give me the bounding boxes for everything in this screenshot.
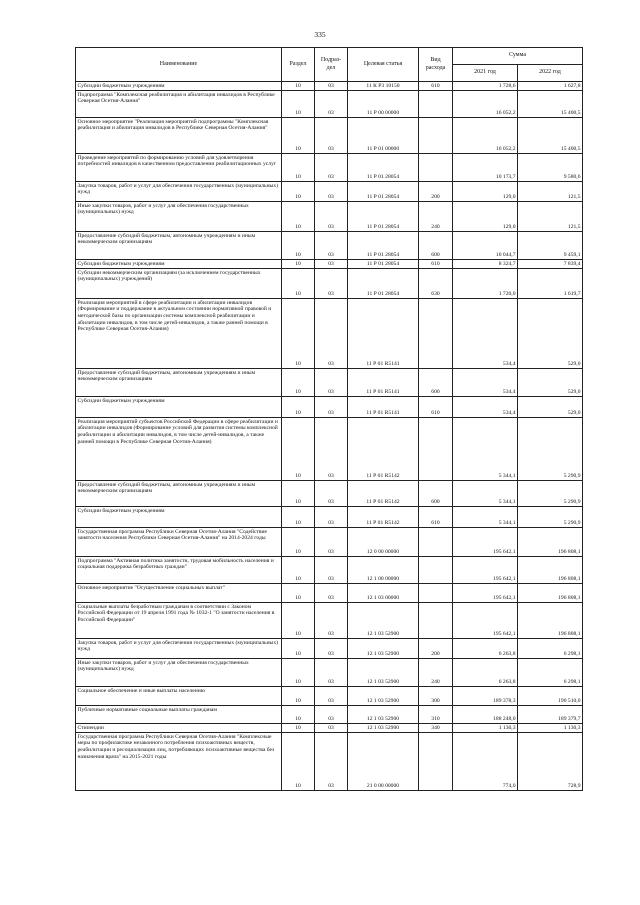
row-sum-2022: 15 400,5 (518, 91, 583, 118)
row-expense-type: 200 (419, 639, 453, 659)
row-sum-2021: 195 642,1 (453, 528, 518, 557)
row-expense-type (419, 603, 453, 639)
row-name: Основное мероприятие "Реализация мероприятий подпрограммы "Комплексная реабилитация и абилитация инвалидов в Республике Северная Осетия-Алания" (76, 118, 282, 154)
row-name: Закупка товаров, работ и услуг для обеспечения государственных (муниципальных) нужд (76, 182, 282, 202)
row-section: 10 (282, 639, 315, 659)
row-section: 10 (282, 418, 315, 481)
row-expense-type: 310 (419, 706, 453, 724)
row-subsection: 03 (315, 724, 348, 733)
row-target-article: 12 1 00 00000 (348, 557, 419, 584)
row-section: 10 (282, 369, 315, 397)
row-sum-2022: 121,5 (518, 182, 583, 202)
row-subsection: 03 (315, 418, 348, 481)
row-sum-2022: 196 808,1 (518, 528, 583, 557)
row-name: Иные закупки товаров, работ и услуг для обеспечения государственных (муниципальных) нужд (76, 202, 282, 232)
row-subsection: 03 (315, 269, 348, 299)
row-target-article: 12 1 03 52900 (348, 706, 419, 724)
row-subsection: 03 (315, 397, 348, 418)
row-expense-type: 610 (419, 397, 453, 418)
row-subsection: 03 (315, 584, 348, 603)
row-sum-2021: 189 378,3 (453, 687, 518, 706)
row-sum-2022: 121,5 (518, 202, 583, 232)
row-name: Государственная программа Республики Северная Осетия-Алания "Содействие занятости населения Республики Северная Осетия-Алания" на 2014-2024 годы (76, 528, 282, 557)
row-expense-type: 630 (419, 269, 453, 299)
table-row (76, 706, 583, 724)
row-target-article: 21 0 00 00000 (348, 733, 419, 791)
row-subsection: 03 (315, 299, 348, 369)
row-target-article: 11 Р 01 R5142 (348, 418, 419, 481)
row-target-article: 12 1 03 52900 (348, 639, 419, 659)
row-expense-type: 240 (419, 659, 453, 687)
table-row (76, 269, 583, 299)
table-row (76, 232, 583, 260)
row-sum-2021: 534,4 (453, 397, 518, 418)
row-sum-2021: 188 248,0 (453, 706, 518, 724)
row-target-article: 11 Р 01 28054 (348, 154, 419, 182)
table-row (76, 154, 583, 182)
table-row (76, 418, 583, 481)
row-sum-2022: 5 290,9 (518, 507, 583, 528)
row-target-article: 12 1 03 52900 (348, 687, 419, 706)
row-section: 10 (282, 603, 315, 639)
row-name: Иные закупки товаров, работ и услуг для обеспечения государственных (муниципальных) нужд (76, 659, 282, 687)
row-sum-2021: 195 642,1 (453, 557, 518, 584)
row-sum-2022: 196 808,1 (518, 557, 583, 584)
row-target-article: 11 Р 01 R5141 (348, 299, 419, 369)
row-expense-type (419, 528, 453, 557)
row-section: 10 (282, 82, 315, 91)
row-expense-type (419, 299, 453, 369)
row-sum-2021: 6 263,8 (453, 639, 518, 659)
row-target-article: 12 1 03 52900 (348, 724, 419, 733)
table-row (76, 557, 583, 584)
row-name: Субсидии бюджетным учреждениям (76, 507, 282, 528)
row-name: Реализация мероприятий в сфере реабилитации и абилитации инвалидов (Формирование и поддержание в актуальном состоянии нормативной правовой и методической базы по организации системы комплексной реабилитации и абилитации инвалидов, в том числе детей-инвалидов, а также ранней помощи в Республике Северная Осетия-Алания) (76, 299, 282, 369)
row-sum-2021: 195 642,1 (453, 584, 518, 603)
row-sum-2021: 8 324,7 (453, 260, 518, 269)
table-row (76, 584, 583, 603)
row-expense-type (419, 733, 453, 791)
table-row (76, 733, 583, 791)
row-target-article: 11 Р 01 R5141 (348, 397, 419, 418)
row-sum-2021: 5 344,1 (453, 507, 518, 528)
header-sum: Сумма (453, 48, 583, 65)
row-sum-2021: 16 052,2 (453, 118, 518, 154)
row-section: 10 (282, 91, 315, 118)
table-row (76, 202, 583, 232)
row-section: 10 (282, 659, 315, 687)
row-section: 10 (282, 118, 315, 154)
row-expense-type (419, 418, 453, 481)
row-sum-2022: 1 627,8 (518, 82, 583, 91)
row-sum-2022: 1 130,3 (518, 724, 583, 733)
row-sum-2022: 9 459,1 (518, 232, 583, 260)
row-expense-type: 240 (419, 202, 453, 232)
row-sum-2022: 196 808,1 (518, 603, 583, 639)
row-sum-2021: 774,0 (453, 733, 518, 791)
table-row (76, 299, 583, 369)
row-section: 10 (282, 397, 315, 418)
row-subsection: 03 (315, 232, 348, 260)
row-expense-type: 600 (419, 369, 453, 397)
row-target-article: 11 Р 01 28054 (348, 182, 419, 202)
header-year-2022: 2022 год (518, 65, 583, 82)
row-target-article: 12 1 03 00000 (348, 584, 419, 603)
row-sum-2022: 1 619,7 (518, 269, 583, 299)
row-subsection: 03 (315, 659, 348, 687)
row-expense-type (419, 557, 453, 584)
row-target-article: 11 Р 00 00000 (348, 91, 419, 118)
table-row (76, 182, 583, 202)
row-expense-type (419, 91, 453, 118)
row-expense-type: 300 (419, 687, 453, 706)
table-row (76, 82, 583, 91)
row-section: 10 (282, 507, 315, 528)
row-target-article: 11 Р 01 28054 (348, 232, 419, 260)
row-sum-2022: 196 808,1 (518, 584, 583, 603)
row-subsection: 03 (315, 481, 348, 507)
row-sum-2021: 1 720,0 (453, 269, 518, 299)
header-year-2021: 2021 год (453, 65, 518, 82)
row-target-article: 11 Р 01 R5141 (348, 369, 419, 397)
row-name: Субсидии бюджетным учреждениям (76, 82, 282, 91)
row-sum-2021: 534,4 (453, 369, 518, 397)
row-section: 10 (282, 733, 315, 791)
row-expense-type: 340 (419, 724, 453, 733)
row-name: Субсидии бюджетным учреждениям (76, 260, 282, 269)
row-subsection: 03 (315, 687, 348, 706)
row-sum-2022: 190 510,0 (518, 687, 583, 706)
table-row (76, 659, 583, 687)
row-target-article: 11 Р 01 R5142 (348, 481, 419, 507)
row-target-article: 11 Р 01 28054 (348, 202, 419, 232)
row-sum-2021: 6 263,8 (453, 659, 518, 687)
table-row (76, 260, 583, 269)
row-sum-2021: 195 642,1 (453, 603, 518, 639)
row-subsection: 03 (315, 154, 348, 182)
row-name: Стипендии (76, 724, 282, 733)
row-section: 10 (282, 724, 315, 733)
table-row (76, 118, 583, 154)
row-expense-type: 600 (419, 232, 453, 260)
row-name: Предоставление субсидий бюджетным, автономным учреждениям и иным некоммерческим организациям (76, 481, 282, 507)
row-expense-type: 610 (419, 507, 453, 528)
row-sum-2021: 129,0 (453, 182, 518, 202)
row-sum-2021: 10 173,7 (453, 154, 518, 182)
row-sum-2021: 5 344,1 (453, 481, 518, 507)
row-target-article: 12 1 03 52900 (348, 659, 419, 687)
table-row (76, 369, 583, 397)
row-name: Государственная программа Республики Северная Осетия-Алания "Комплексные меры по профилактике незаконного потребления психоактивных веществ, реабилитации и ресоциализации лиц, потребляющих психоактивные вещества без назначения врача" на 2015-2021 годы (76, 733, 282, 791)
row-subsection: 03 (315, 507, 348, 528)
row-sum-2022: 5 290,9 (518, 418, 583, 481)
row-subsection: 03 (315, 202, 348, 232)
row-subsection: 03 (315, 82, 348, 91)
row-expense-type: 610 (419, 82, 453, 91)
row-sum-2022: 15 400,5 (518, 118, 583, 154)
header-name: Наименование (76, 48, 282, 82)
row-section: 10 (282, 260, 315, 269)
row-subsection: 03 (315, 557, 348, 584)
row-subsection: 03 (315, 733, 348, 791)
row-name: Социальные выплаты безработным гражданам в соответствии с Законом Российской Федерации от 19 апреля 1991 года № 1032-1 "О занятости населения в Российской Федерации" (76, 603, 282, 639)
row-sum-2021: 10 044,7 (453, 232, 518, 260)
row-sum-2022: 5 290,9 (518, 481, 583, 507)
header-subsection: Подраз- дел (315, 48, 348, 82)
row-sum-2022: 529,0 (518, 299, 583, 369)
row-expense-type (419, 118, 453, 154)
row-target-article: 12 1 03 52900 (348, 603, 419, 639)
row-target-article: 11 Р 01 28054 (348, 269, 419, 299)
table-row (76, 603, 583, 639)
row-section: 10 (282, 202, 315, 232)
table-row (76, 481, 583, 507)
row-section: 10 (282, 687, 315, 706)
row-expense-type (419, 584, 453, 603)
row-name: Субсидии некоммерческим организациям (за исключением государственных (муниципальных) учреждений) (76, 269, 282, 299)
row-sum-2022: 728,9 (518, 733, 583, 791)
table-row (76, 724, 583, 733)
page-number: 335 (314, 30, 326, 39)
row-section: 10 (282, 182, 315, 202)
row-target-article: 11 К Р3 10150 (348, 82, 419, 91)
row-section: 10 (282, 299, 315, 369)
table-header (76, 48, 583, 82)
row-sum-2022: 7 839,4 (518, 260, 583, 269)
row-sum-2021: 1 728,6 (453, 82, 518, 91)
row-section: 10 (282, 584, 315, 603)
row-expense-type: 600 (419, 481, 453, 507)
table-row (76, 397, 583, 418)
row-sum-2021: 16 052,2 (453, 91, 518, 118)
row-expense-type: 610 (419, 260, 453, 269)
row-name: Проведение мероприятий по формированию условий для удовлетворения потребностей инвалидов в качественном предоставлении реабилитационных услуг (76, 154, 282, 182)
row-sum-2021: 129,0 (453, 202, 518, 232)
row-sum-2022: 6 298,1 (518, 659, 583, 687)
row-sum-2022: 529,0 (518, 369, 583, 397)
header-target-article: Целевая статья (348, 48, 419, 82)
row-name: Социальное обеспечение и иные выплаты населению (76, 687, 282, 706)
row-sum-2021: 1 130,3 (453, 724, 518, 733)
row-subsection: 03 (315, 369, 348, 397)
header-expense-type: Вид расхода (419, 48, 453, 82)
row-sum-2021: 534,4 (453, 299, 518, 369)
header-section: Раздел (282, 48, 315, 82)
row-subsection: 03 (315, 603, 348, 639)
row-sum-2022: 189 379,7 (518, 706, 583, 724)
row-name: Основное мероприятие "Осуществление социальных выплат" (76, 584, 282, 603)
row-target-article: 11 Р 01 R5142 (348, 507, 419, 528)
row-section: 10 (282, 528, 315, 557)
row-name: Подпрограмма "Активная политика занятости, трудовая мобильность населения и социальная поддержка безработных граждан" (76, 557, 282, 584)
row-subsection: 03 (315, 528, 348, 557)
table-row (76, 639, 583, 659)
row-subsection: 03 (315, 182, 348, 202)
row-subsection: 03 (315, 91, 348, 118)
row-subsection: 03 (315, 260, 348, 269)
row-target-article: 11 Р 01 00000 (348, 118, 419, 154)
row-expense-type: 200 (419, 182, 453, 202)
row-sum-2022: 9 580,6 (518, 154, 583, 182)
row-section: 10 (282, 269, 315, 299)
table-row (76, 528, 583, 557)
row-section: 10 (282, 232, 315, 260)
row-sum-2022: 6 298,1 (518, 639, 583, 659)
row-name: Субсидии бюджетным учреждениям (76, 397, 282, 418)
row-section: 10 (282, 706, 315, 724)
row-subsection: 03 (315, 706, 348, 724)
row-section: 10 (282, 154, 315, 182)
row-expense-type (419, 154, 453, 182)
row-section: 10 (282, 557, 315, 584)
row-subsection: 03 (315, 639, 348, 659)
row-target-article: 12 0 00 00000 (348, 528, 419, 557)
row-name: Публичные нормативные социальные выплаты гражданам (76, 706, 282, 724)
budget-table (75, 47, 583, 791)
row-name: Закупка товаров, работ и услуг для обеспечения государственных (муниципальных) нужд (76, 639, 282, 659)
table-row (76, 507, 583, 528)
table-row (76, 91, 583, 118)
row-name: Подпрограмма "Комплексная реабилитация и абилитация инвалидов в Республике Северная Осетия-Алания" (76, 91, 282, 118)
row-subsection: 03 (315, 118, 348, 154)
row-name: Предоставление субсидий бюджетным, автономным учреждениям и иным некоммерческим организациям (76, 369, 282, 397)
row-sum-2022: 529,0 (518, 397, 583, 418)
table-body (76, 82, 583, 791)
row-section: 10 (282, 481, 315, 507)
row-name: Реализация мероприятий субъектов Российской Федерации в сфере реабилитации и абилитации инвалидов (Формирование условий для развития системы комплексной реабилитации и абилитации инвалидов, в том числе детей-инвалидов, а также ранней помощи в Республике Северная Осетия-Алания) (76, 418, 282, 481)
row-sum-2021: 5 344,1 (453, 418, 518, 481)
row-name: Предоставление субсидий бюджетным, автономным учреждениям и иным некоммерческим организациям (76, 232, 282, 260)
table-row (76, 687, 583, 706)
row-target-article: 11 Р 01 28054 (348, 260, 419, 269)
